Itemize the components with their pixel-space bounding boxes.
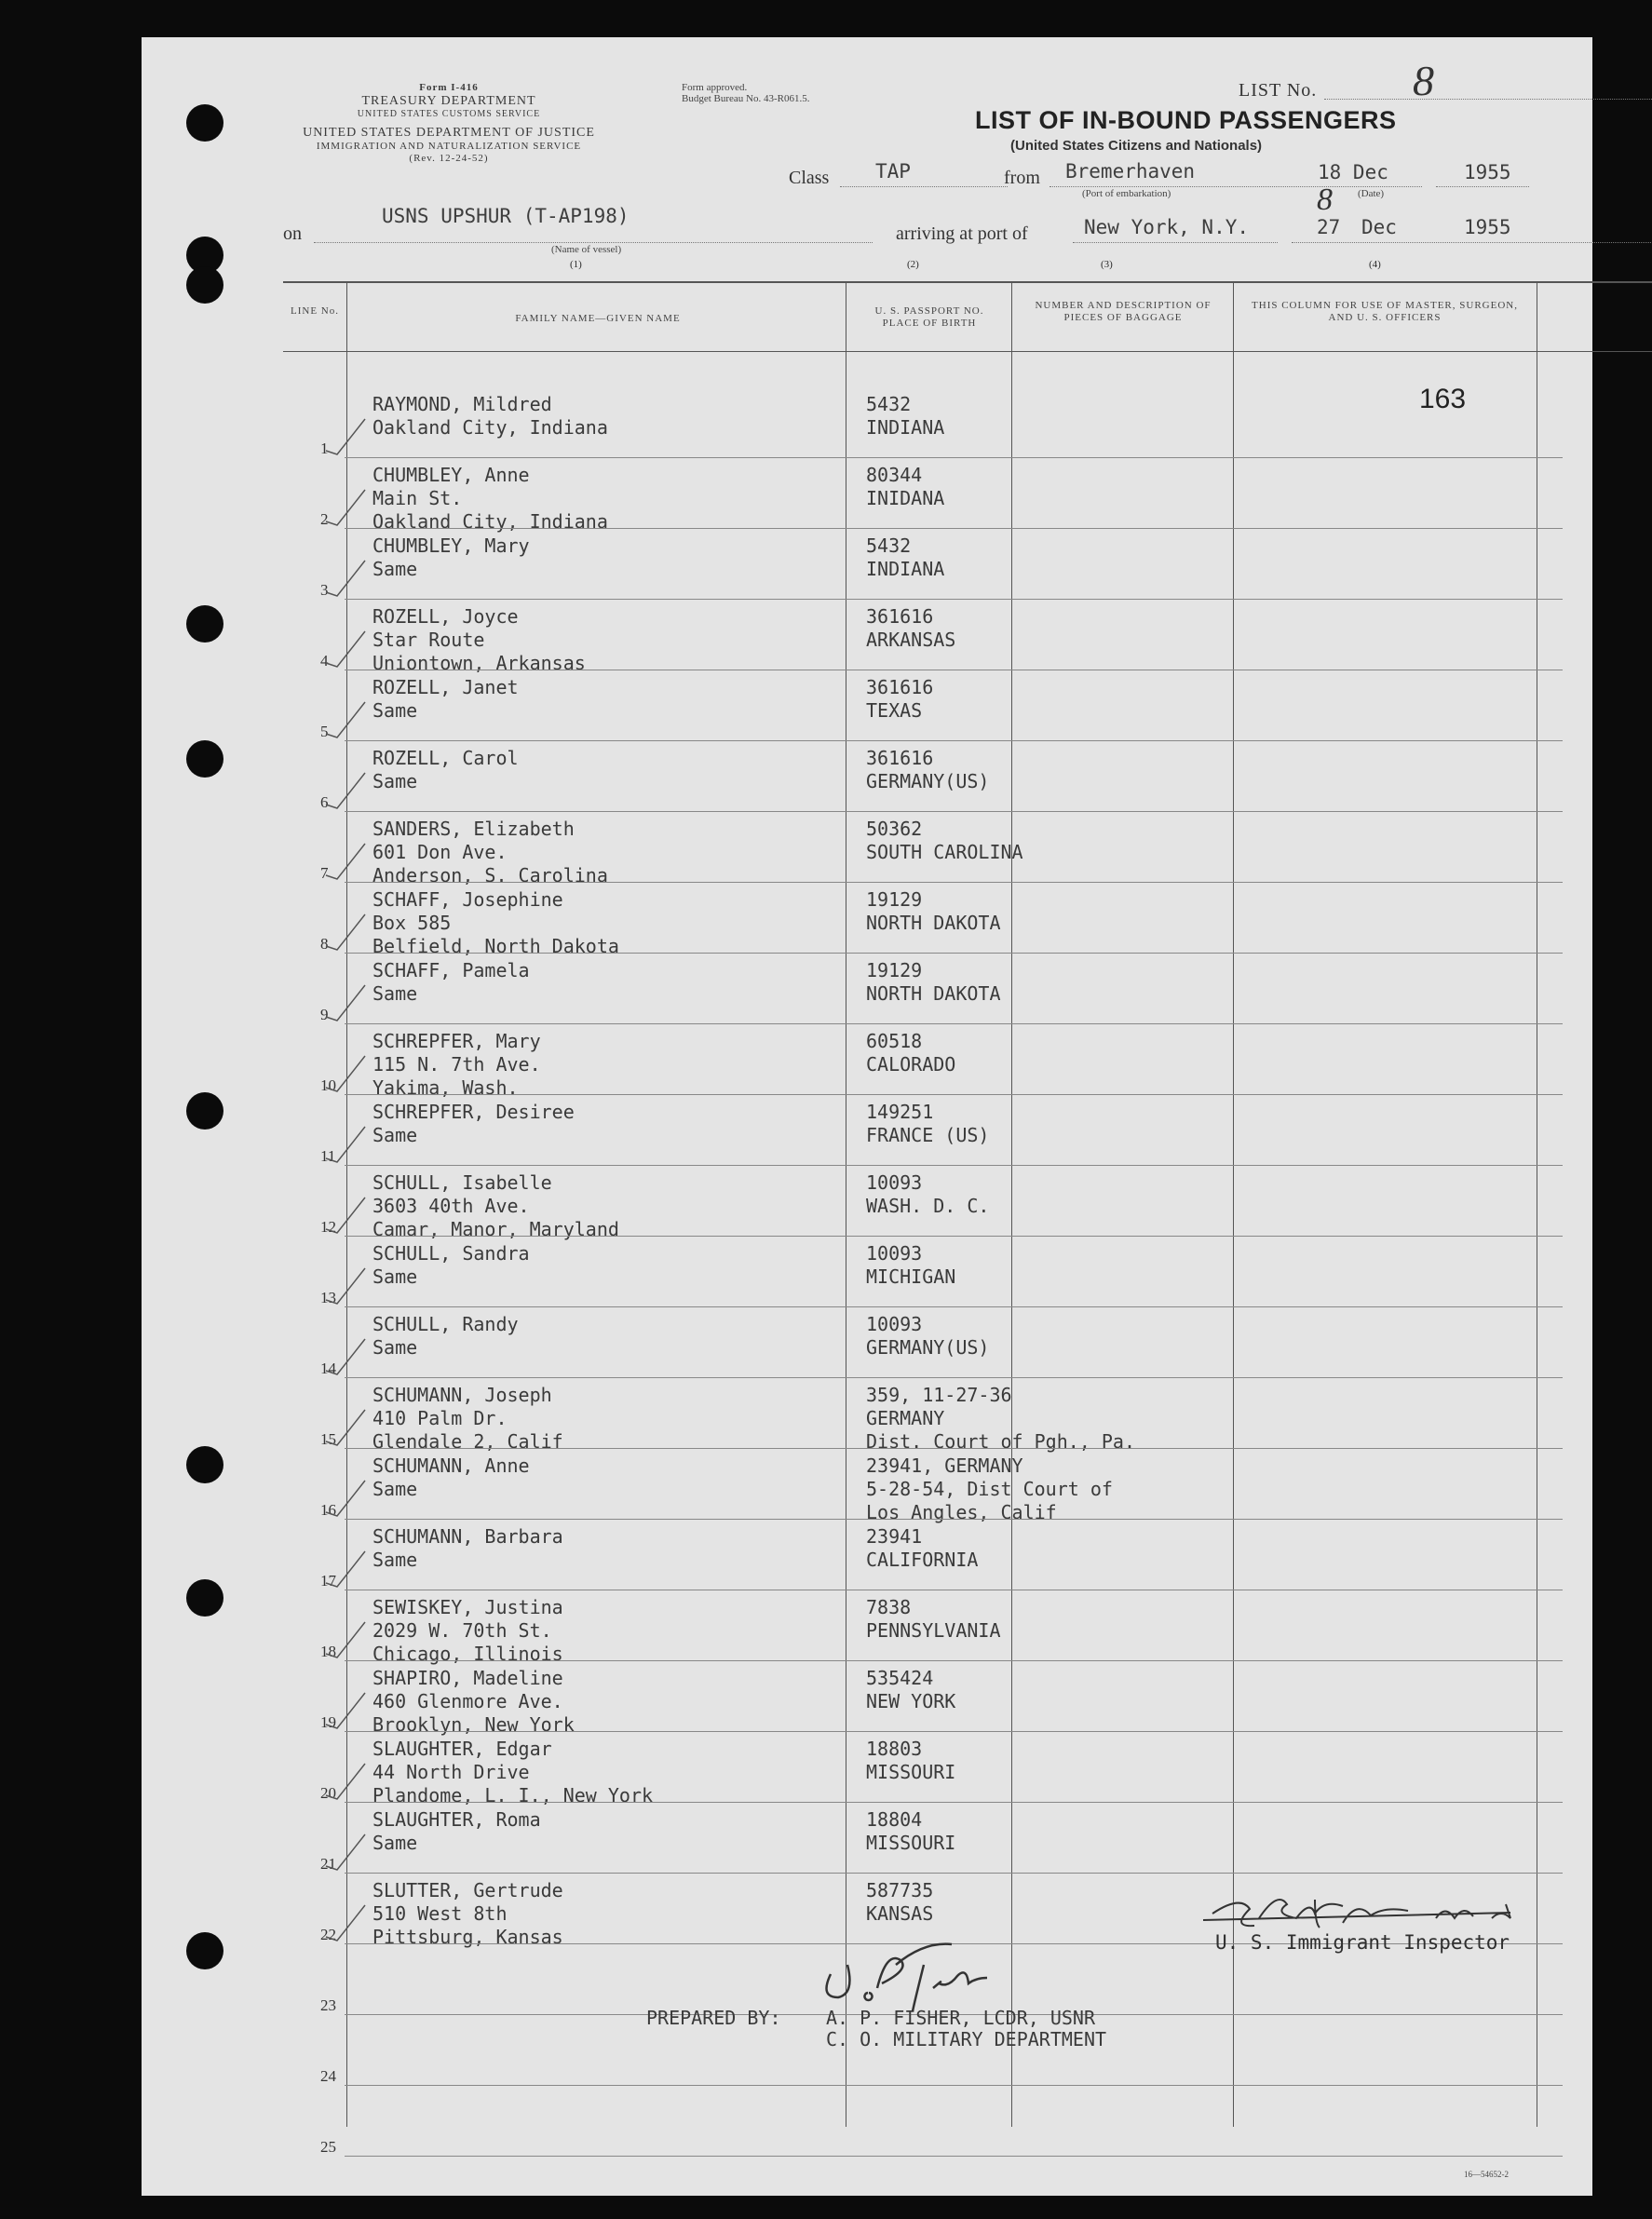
- passenger-name-cell: [372, 959, 530, 1006]
- line-number: 2: [320, 510, 329, 528]
- passport-number: 359, 11-27-36: [866, 1384, 1012, 1406]
- check-mark-icon: [324, 1691, 367, 1730]
- passenger-name-cell: [372, 1525, 563, 1572]
- table-row: [142, 1590, 1592, 1665]
- place-of-birth: FRANCE (US): [866, 1124, 990, 1146]
- treasury-dept: TREASURY DEPARTMENT: [361, 94, 536, 108]
- place-of-birth: MICHIGAN: [866, 1265, 956, 1288]
- passenger-address: Uniontown, Arkansas: [372, 652, 586, 674]
- line-number: 1: [320, 440, 329, 457]
- ins-service: IMMIGRATION AND NATURALIZATION SERVICE: [316, 141, 582, 152]
- passenger-name-cell: [372, 1242, 530, 1289]
- passenger-address: Yakima, Wash.: [372, 1076, 519, 1099]
- table-row: [142, 458, 1592, 533]
- table-row: [142, 670, 1592, 741]
- line-number: 18: [320, 1643, 336, 1660]
- passport-cell: [866, 1808, 955, 1855]
- passenger-address: Camar, Manor, Maryland: [372, 1218, 619, 1240]
- passenger-address: Same: [372, 770, 418, 792]
- line-number: 25: [320, 2138, 336, 2156]
- port-embark-caption: (Port of embarkation): [1082, 188, 1171, 199]
- passenger-address: Oakland City, Indiana: [372, 416, 608, 439]
- line-number: 16: [320, 1501, 336, 1519]
- table-row: [142, 2086, 1592, 2157]
- passenger-address: Plandome, L. I., New York: [372, 1784, 654, 1806]
- passport-number: 361616: [866, 747, 934, 769]
- passenger-address: 601 Don Ave.: [372, 841, 508, 863]
- passport-number: 18803: [866, 1738, 923, 1760]
- arrival-day-correction: 8: [1317, 183, 1333, 217]
- passport-cell: [866, 1313, 989, 1360]
- place-of-birth: TEXAS: [866, 699, 923, 722]
- passport-cell: [866, 1525, 978, 1572]
- passport-cell: [866, 1738, 955, 1784]
- passenger-name: SLAUGHTER, Edgar: [372, 1738, 552, 1760]
- passenger-address: 115 N. 7th Ave.: [372, 1053, 541, 1076]
- passport-cell: [866, 818, 1023, 864]
- passenger-name: SCHREPFER, Mary: [372, 1030, 541, 1052]
- check-mark-icon: [324, 1266, 367, 1306]
- passport-cell: [866, 1171, 989, 1218]
- check-mark-icon: [324, 1125, 367, 1164]
- passport-cell: [866, 1879, 933, 1926]
- line-number: 14: [320, 1360, 336, 1377]
- passenger-address: 510 West 8th: [372, 1902, 508, 1925]
- place-of-birth: MISSOURI: [866, 1761, 956, 1783]
- line-number: 22: [320, 1926, 336, 1943]
- budget-bureau: Budget Bureau No. 43-R061.5.: [682, 93, 810, 104]
- passenger-name-cell: [372, 1030, 541, 1100]
- passenger-name: SCHULL, Sandra: [372, 1242, 530, 1265]
- table-row: [142, 741, 1592, 812]
- passenger-address: 460 Glenmore Ave.: [372, 1690, 563, 1712]
- passenger-name: SLAUGHTER, Roma: [372, 1808, 541, 1831]
- passenger-name-cell: [372, 1667, 575, 1737]
- table-row: [142, 954, 1592, 1024]
- punch-hole: [186, 605, 223, 643]
- date-caption: (Date): [1358, 188, 1385, 199]
- passport-cell: [866, 393, 944, 440]
- passenger-address: Same: [372, 1336, 418, 1359]
- table-row: [142, 1378, 1592, 1453]
- passenger-name: SCHUMANN, Anne: [372, 1455, 530, 1477]
- col-header-passport: U. S. PASSPORT NO. PLACE OF BIRTH: [874, 305, 984, 329]
- passenger-address: Same: [372, 1265, 418, 1288]
- table-row: [142, 1803, 1592, 1874]
- passenger-address: Same: [372, 1478, 418, 1500]
- passenger-name: SCHULL, Randy: [372, 1313, 519, 1335]
- table-row: [142, 600, 1592, 674]
- line-number: 5: [320, 723, 329, 740]
- passport-cell: [866, 1596, 1001, 1643]
- passenger-name-cell: [372, 1313, 519, 1360]
- check-mark-icon: [324, 417, 367, 456]
- passport-number: 7838: [866, 1596, 912, 1618]
- passenger-address: Brooklyn, New York: [372, 1713, 575, 1736]
- table-row: [142, 1024, 1592, 1099]
- passenger-name: SHAPIRO, Madeline: [372, 1667, 563, 1689]
- check-mark-icon: [324, 1479, 367, 1518]
- col-index-2: (2): [907, 259, 919, 270]
- table-row: [142, 1661, 1592, 1736]
- place-of-birth: GERMANY(US): [866, 770, 990, 792]
- place-of-birth: NORTH DAKOTA: [866, 982, 1001, 1005]
- table-row: [142, 1449, 1592, 1523]
- vessel-caption: (Name of vessel): [551, 244, 622, 255]
- passenger-address: 410 Palm Dr.: [372, 1407, 508, 1429]
- place-of-birth: CALORADO: [866, 1053, 956, 1076]
- table-row: [142, 1166, 1592, 1240]
- check-mark-icon: [324, 1620, 367, 1659]
- check-mark-icon: [324, 913, 367, 952]
- line-number: 13: [320, 1289, 336, 1306]
- table-row: [142, 1732, 1592, 1806]
- passenger-name-cell: [372, 1101, 575, 1147]
- class-value: TAP: [875, 160, 911, 183]
- passport-number: 361616: [866, 605, 934, 628]
- passenger-address: Anderson, S. Carolina: [372, 864, 608, 886]
- passenger-address: Box 585: [372, 912, 452, 934]
- embark-year: 1955: [1464, 161, 1511, 183]
- passenger-address: 44 North Drive: [372, 1761, 530, 1783]
- passport-number: 361616: [866, 676, 934, 698]
- place-of-birth: NORTH DAKOTA: [866, 912, 1001, 934]
- passport-cell: [866, 888, 1001, 935]
- passenger-name: SANDERS, Elizabeth: [372, 818, 575, 840]
- col-index-3: (3): [1101, 259, 1113, 270]
- check-mark-icon: [324, 1762, 367, 1801]
- col-header-name: FAMILY NAME—GIVEN NAME: [515, 313, 681, 324]
- col-header-baggage: NUMBER AND DESCRIPTION OF PIECES OF BAGGAGE: [1035, 300, 1212, 323]
- check-mark-icon: [324, 842, 367, 881]
- line-number: 23: [320, 1996, 336, 2014]
- passport-cell: [866, 534, 944, 581]
- passenger-name-cell: [372, 888, 619, 958]
- table-row: [142, 1237, 1592, 1307]
- place-of-birth: CALIFORNIA: [866, 1549, 979, 1571]
- line-number: 19: [320, 1713, 336, 1731]
- passenger-name: ROZELL, Janet: [372, 676, 519, 698]
- line-number: 21: [320, 1855, 336, 1873]
- place-of-birth: KANSAS: [866, 1902, 934, 1925]
- passenger-name-cell: [372, 1808, 541, 1855]
- passenger-name-cell: [372, 1455, 530, 1501]
- passenger-address: 3603 40th Ave.: [372, 1195, 530, 1217]
- place-of-birth: WASH. D. C.: [866, 1195, 990, 1217]
- passenger-name-cell: [372, 747, 519, 793]
- passenger-address: Pittsburg, Kansas: [372, 1926, 563, 1948]
- passenger-name: ROZELL, Joyce: [372, 605, 519, 628]
- punch-hole: [186, 1446, 223, 1483]
- place-of-birth: ARKANSAS: [866, 629, 956, 651]
- check-mark-icon: [324, 488, 367, 527]
- embark-date: 18 Dec: [1318, 161, 1388, 183]
- check-mark-icon: [324, 1054, 367, 1093]
- place-of-birth: INDIANA: [866, 558, 945, 580]
- passenger-name-cell: [372, 464, 608, 534]
- passenger-name: SLUTTER, Gertrude: [372, 1879, 563, 1901]
- passport-number: 5432: [866, 393, 912, 415]
- punch-hole: [186, 266, 223, 304]
- passport-cell: [866, 1667, 955, 1713]
- preparer-signature: [812, 1937, 1036, 2021]
- passenger-name: CHUMBLEY, Mary: [372, 534, 530, 557]
- line-number: 17: [320, 1572, 336, 1590]
- prepared-by-dept: C. O. MILITARY DEPARTMENT: [826, 2028, 1107, 2050]
- place-of-birth: PENNSYLVANIA: [866, 1619, 1001, 1642]
- passport-cell: [866, 1384, 1135, 1454]
- line-number: 6: [320, 793, 329, 811]
- passenger-name-cell: [372, 605, 586, 675]
- check-mark-icon: [324, 629, 367, 669]
- passenger-address: Chicago, Illinois: [372, 1643, 563, 1665]
- list-no-value: 8: [1413, 57, 1434, 104]
- passenger-address: Belfield, North Dakota: [372, 935, 619, 957]
- passport-cell: [866, 1030, 955, 1076]
- check-mark-icon: [324, 771, 367, 810]
- prepared-by-name: A. P. FISHER, LCDR, USNR: [826, 2007, 1095, 2029]
- passenger-name: ROZELL, Carol: [372, 747, 519, 769]
- place-of-birth: INDIANA: [866, 416, 945, 439]
- passenger-address: Same: [372, 699, 418, 722]
- passenger-address: 2029 W. 70th St.: [372, 1619, 552, 1642]
- col-index-1: (1): [570, 259, 582, 270]
- place-of-birth: 5-28-54, Dist Court of: [866, 1478, 1113, 1500]
- passport-number: 10093: [866, 1171, 923, 1194]
- passport-number: 18804: [866, 1808, 923, 1831]
- passport-cell: [866, 1101, 989, 1147]
- passenger-address: Same: [372, 982, 418, 1005]
- place-of-birth: INIDANA: [866, 487, 945, 509]
- table-row: [142, 1095, 1592, 1166]
- table-row: [142, 883, 1592, 957]
- check-mark-icon: [324, 1408, 367, 1447]
- line-number: 10: [320, 1076, 336, 1094]
- check-mark-icon: [324, 1337, 367, 1376]
- form-number: Form I-416: [419, 82, 479, 93]
- arriving-label: arriving at port of: [896, 223, 1028, 244]
- col-index-4: (4): [1369, 259, 1381, 270]
- punch-hole: [186, 1092, 223, 1130]
- line-number: 20: [320, 1784, 336, 1802]
- check-mark-icon: [324, 1833, 367, 1872]
- line-number: 12: [320, 1218, 336, 1236]
- check-mark-icon: [324, 1196, 367, 1235]
- place-of-birth: GERMANY: [866, 1407, 945, 1429]
- passenger-address: Same: [372, 1124, 418, 1146]
- passport-number: 19129: [866, 959, 923, 981]
- passenger-name: CHUMBLEY, Anne: [372, 464, 530, 486]
- passenger-name: SCHUMANN, Barbara: [372, 1525, 563, 1548]
- passport-cell: [866, 605, 955, 652]
- table-row: [142, 812, 1592, 886]
- revision: (Rev. 12-24-52): [409, 153, 489, 164]
- passenger-address: Star Route: [372, 629, 485, 651]
- passenger-name-cell: [372, 534, 530, 581]
- passenger-address: Same: [372, 1832, 418, 1854]
- page-subtitle: (United States Citizens and Nationals): [1010, 138, 1263, 154]
- customs-service: UNITED STATES CUSTOMS SERVICE: [357, 109, 541, 119]
- form-page: [142, 37, 1592, 2196]
- passport-cell: [866, 747, 989, 793]
- punch-hole: [186, 1932, 223, 1969]
- arrival-month: Dec: [1361, 216, 1397, 238]
- passport-cell: [866, 1242, 955, 1289]
- passport-cell: [866, 959, 1001, 1006]
- passenger-address: Same: [372, 1549, 418, 1571]
- passport-number: 10093: [866, 1242, 923, 1265]
- passport-number: 50362: [866, 818, 923, 840]
- place-of-birth: Dist. Court of Pgh., Pa.: [866, 1430, 1135, 1453]
- page-title: LIST OF IN-BOUND PASSENGERS: [975, 106, 1397, 134]
- passenger-address: Main St.: [372, 487, 463, 509]
- justice-dept: UNITED STATES DEPARTMENT OF JUSTICE: [303, 126, 595, 140]
- passenger-name: SEWISKEY, Justina: [372, 1596, 563, 1618]
- from-label: from: [1004, 168, 1040, 188]
- passenger-name-cell: [372, 818, 608, 887]
- check-mark-icon: [324, 700, 367, 739]
- passenger-address: Glendale 2, Calif: [372, 1430, 563, 1453]
- passport-cell: [866, 676, 933, 723]
- place-of-birth: NEW YORK: [866, 1690, 956, 1712]
- passenger-name-cell: [372, 1171, 619, 1241]
- passenger-name: SCHULL, Isabelle: [372, 1171, 552, 1194]
- place-of-birth: Los Angles, Calif: [866, 1501, 1057, 1523]
- passenger-name-cell: [372, 1738, 653, 1807]
- passport-cell: [866, 1455, 1113, 1524]
- passenger-address: Oakland City, Indiana: [372, 510, 608, 533]
- passenger-name: SCHUMANN, Joseph: [372, 1384, 552, 1406]
- form-code: 16—54652-2: [1464, 2170, 1509, 2179]
- passport-number: 149251: [866, 1101, 934, 1123]
- passenger-address: Same: [372, 558, 418, 580]
- col-header-line-no: LINE No.: [291, 305, 339, 317]
- form-approved: Form approved.: [682, 82, 748, 93]
- check-mark-icon: [324, 1549, 367, 1589]
- line-number: 24: [320, 2067, 336, 2085]
- check-mark-icon: [324, 1903, 367, 1942]
- inspector-label: U. S. Immigrant Inspector: [1215, 1931, 1510, 1954]
- passport-number: 23941, GERMANY: [866, 1455, 1023, 1477]
- line-number: 9: [320, 1006, 329, 1023]
- line-number: 7: [320, 864, 329, 882]
- passport-number: 60518: [866, 1030, 923, 1052]
- passport-number: 19129: [866, 888, 923, 911]
- line-number: 15: [320, 1430, 336, 1448]
- passenger-name: SCHAFF, Josephine: [372, 888, 563, 911]
- passport-number: 10093: [866, 1313, 923, 1335]
- passport-number: 80344: [866, 464, 923, 486]
- from-value: Bremerhaven: [1065, 160, 1196, 183]
- passenger-name-cell: [372, 1596, 563, 1666]
- passport-number: 23941: [866, 1525, 923, 1548]
- passenger-name-cell: [372, 393, 608, 440]
- vessel-name: USNS UPSHUR (T-AP198): [382, 205, 630, 227]
- place-of-birth: MISSOURI: [866, 1832, 956, 1854]
- table-row: [142, 1307, 1592, 1378]
- check-mark-icon: [324, 983, 367, 1022]
- table-row: [142, 529, 1592, 600]
- passport-number: 5432: [866, 534, 912, 557]
- passport-number: 587735: [866, 1879, 934, 1901]
- passenger-name-cell: [372, 1879, 563, 1949]
- arrival-year: 1955: [1464, 216, 1511, 238]
- punch-hole: [186, 740, 223, 778]
- list-no-label: LIST No.: [1239, 80, 1318, 101]
- passenger-name-cell: [372, 676, 519, 723]
- line-number: 11: [320, 1147, 336, 1165]
- officer-note: 163: [1419, 384, 1467, 414]
- inspector-signature: [1194, 1881, 1566, 1946]
- punch-hole: [186, 104, 223, 142]
- table-row: [142, 1520, 1592, 1590]
- place-of-birth: GERMANY(US): [866, 1336, 990, 1359]
- punch-hole: [186, 1579, 223, 1617]
- line-number: 3: [320, 581, 329, 599]
- check-mark-icon: [324, 559, 367, 598]
- passport-number: 535424: [866, 1667, 934, 1689]
- line-number: 8: [320, 935, 329, 953]
- passport-cell: [866, 464, 944, 510]
- line-number: 4: [320, 652, 329, 670]
- prepared-by-label: PREPARED BY:: [646, 2007, 781, 2029]
- passenger-name: SCHREPFER, Desiree: [372, 1101, 575, 1123]
- col-header-officers: THIS COLUMN FOR USE OF MASTER, SURGEON, AND U. S. OFFICERS: [1252, 300, 1518, 323]
- class-label: Class: [789, 168, 830, 188]
- arrival-day: 27: [1317, 216, 1341, 238]
- arrival-port: New York, N.Y.: [1084, 216, 1250, 238]
- place-of-birth: SOUTH CAROLINA: [866, 841, 1023, 863]
- table-row: [142, 387, 1592, 458]
- on-label: on: [283, 223, 302, 244]
- passenger-name: RAYMOND, Mildred: [372, 393, 552, 415]
- passenger-name-cell: [372, 1384, 563, 1454]
- passenger-name: SCHAFF, Pamela: [372, 959, 530, 981]
